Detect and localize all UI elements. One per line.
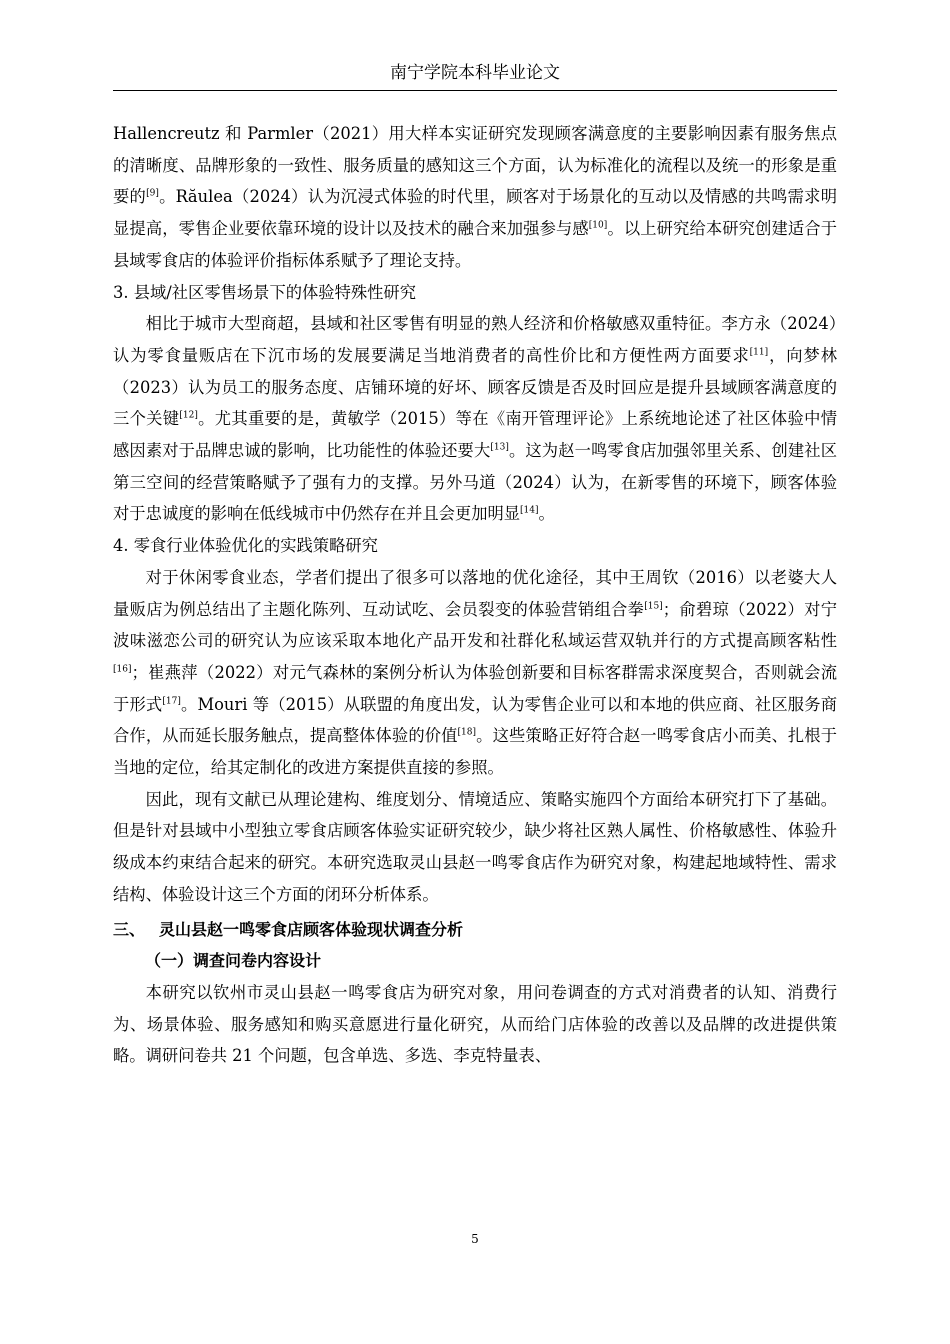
text-run: 对于休闲零食业态，学者们提出了很多可以落地的优化途径，其中王周钦（2016）以老婆大人量贩店为例总结出了主题化陈列、互动试吃、会员裂变的体验营销组合拳 [113,567,837,619]
text-run: 。以上研究给本研究创建适合于县域零食店的体验评价指标体系赋予了理论支持。 [113,219,837,270]
text-run: ；崔燕萍（2022）对元气森林的案例分析认为体验创新要和目标客群需求深度契合，否则就会流于形式 [113,662,837,714]
text-run: 。这为赵一鸣零食店加强邻里关系、创建社区第三空间的经营策略赋予了强有力的支撑。另外马道（2024）认为，在新零售的环境下，顾客体验对于忠诚度的影响在低线城市中仍然存在并且会更加明显 [113,441,837,524]
page-header [113,58,837,91]
section-number: 三、 [113,919,146,939]
page-number: 5 [471,1232,479,1246]
text-run: 。Mouri 等（2015）从联盟的角度出发，认为零售企业可以和本地的供应商、社区服务商合作，从而延长服务触点，提高整体体验的价值 [113,694,837,746]
text-run: 相比于城市大型商超，县域和社区零售有明显的熟人经济和价格敏感双重特征。李方永（2024）认为零食量贩店在下沉市场的发展要满足当地消费者的高性价比和方便性两方面要求 [113,314,837,365]
paragraph-5: 本研究以钦州市灵山县赵一鸣零食店为研究对象，用问卷调查的方式对消费者的认知、消费行为、场景体验、服务感知和购买意愿进行量化研究，从而给门店体验的改善以及品牌的改进提供策略。调研问卷共 21 个问题，包含单选、多选、李克特量表、 [113,982,837,1066]
citation-ref: [18] [457,727,477,738]
text-run: 。这些策略正好符合赵一鸣零食店小而美、扎根于当地的定位，给其定制化的改进方案提供直接的参照。 [113,726,837,778]
text-run: 。 [538,504,555,524]
citation-ref: [13] [490,442,509,453]
body-text [113,118,837,1072]
text-run: Hallencreutz 和 Parmler（2021）用大样本实证研究发现顾客满意度的主要影响因素有服务焦点的清晰度、品牌形象的一致性、服务质量的感知这三个方面，认为标准化的流程以及统一的形象是重要的 [113,124,837,207]
text-run: 。Răulea（2024）认为沉浸式体验的时代里，顾客对于场景化的互动以及情感的共鸣需求明显提高，零售企业要依靠环境的设计以及技术的融合来加强参与感 [113,187,837,239]
section-title: 灵山县赵一鸣零食店顾客体验现状调查分析 [159,919,464,939]
section-heading-3 [113,911,837,946]
citation-ref: [11] [749,347,769,358]
subsection-heading-1: （一）调查问卷内容设计 [145,951,322,971]
citation-ref: [10] [588,220,608,231]
citation-ref: [9] [146,188,159,199]
header-title: 南宁学院本科毕业论文 [390,63,560,83]
heading-4: 4. 零食行业体验优化的实践策略研究 [113,536,378,556]
citation-ref: [12] [179,410,198,421]
text-run: ，向梦林（2023）认为员工的服务态度、店铺环境的好坏、顾客反馈是否及时回应是提升县域顾客满意度的三个关键 [113,345,837,429]
citation-ref: [14] [520,506,539,517]
citation-ref: [17] [162,696,181,707]
paragraph-4: 因此，现有文献已从理论建构、维度划分、情境适应、策略实施四个方面给本研究打下了基础。但是针对县域中小型独立零食店顾客体验实证研究较少，缺少将社区熟人属性、价格敏感性、体验升级成本约束结合起来的研究。本研究选取灵山县赵一鸣零食店作为研究对象，构建起地域特性、需求结构、体验设计这三个方面的闭环分析体系。 [113,789,837,904]
heading-3: 3. 县域/社区零售场景下的体验特殊性研究 [113,282,416,302]
paragraph-3 [113,562,837,784]
text-run: 。尤其重要的是，黄敏学（2015）等在《南开管理评论》上系统地论述了社区体验中情感因素对于品牌忠诚的影响，比功能性的体验还要大 [113,409,837,461]
text-run: ；俞碧琼（2022）对宁波味滋恋公司的研究认为应该采取本地化产品开发和社群化私域运营双轨并行的方式提高顾客粘性 [113,599,837,651]
citation-ref: [16] [113,664,132,675]
paragraph-1 [113,118,837,277]
citation-ref: [15] [644,601,663,612]
paragraph-2 [113,308,837,530]
